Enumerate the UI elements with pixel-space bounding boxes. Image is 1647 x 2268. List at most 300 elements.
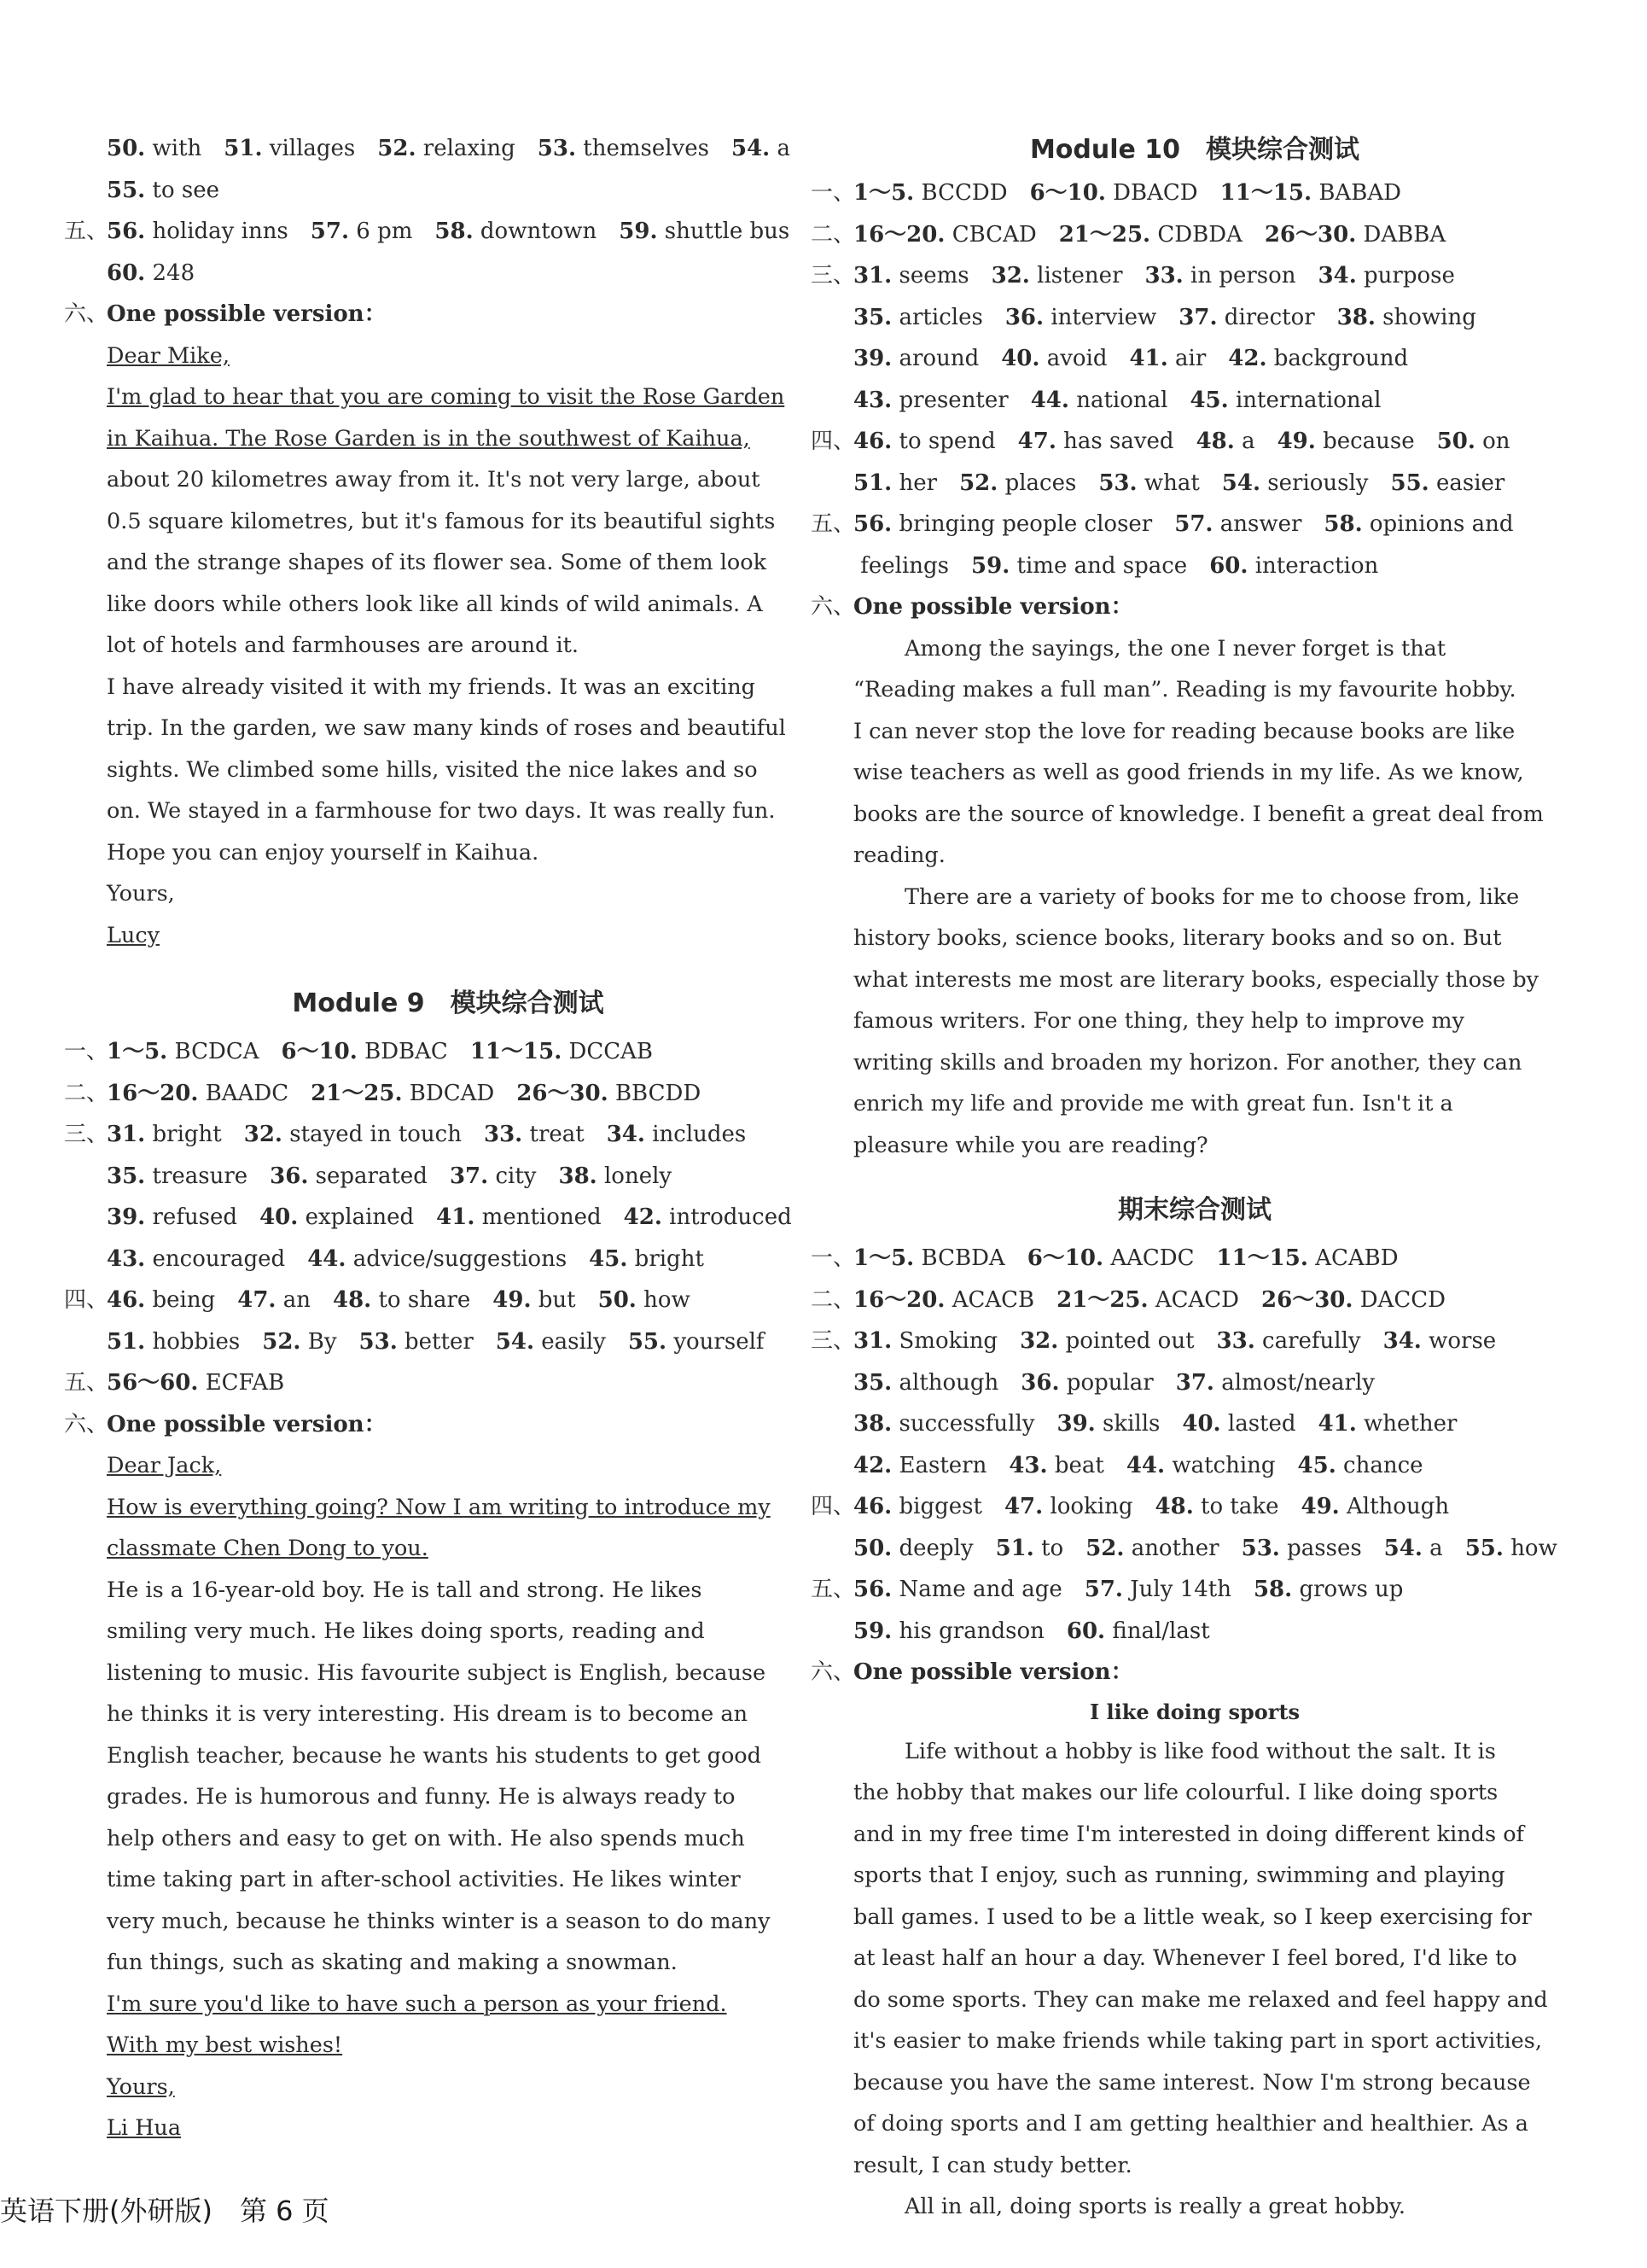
question-number: 31. bbox=[853, 1328, 893, 1354]
question-number: 11～15. bbox=[469, 1039, 562, 1064]
answer-text: deeply bbox=[899, 1535, 974, 1561]
right-column bbox=[811, 128, 1557, 2228]
answer-text: although bbox=[899, 1369, 999, 1396]
question-number: 38. bbox=[853, 1411, 893, 1437]
question-number: 54. bbox=[730, 136, 771, 161]
question-number: 48. bbox=[1155, 1494, 1194, 1519]
answer-text: CDBDA bbox=[1157, 221, 1243, 248]
m8-sample-letter bbox=[107, 335, 789, 957]
text-line bbox=[107, 501, 789, 543]
text-line bbox=[853, 835, 1536, 877]
text-line bbox=[107, 418, 789, 460]
answer-text: bringing people closer bbox=[899, 511, 1153, 537]
text-content: Yours, bbox=[107, 881, 175, 907]
question-number: 58. bbox=[1253, 1577, 1293, 1602]
answer-line bbox=[853, 1403, 1536, 1445]
text-line bbox=[853, 2020, 1542, 2062]
text-content: listening to music. His favourite subject is English, because bbox=[107, 1659, 766, 1686]
question-number: 16～20. bbox=[107, 1080, 199, 1106]
question-number: 31. bbox=[107, 1122, 146, 1147]
answer-text: whether bbox=[1364, 1411, 1458, 1437]
text-line bbox=[853, 2186, 1536, 2228]
question-number: 35. bbox=[853, 1369, 893, 1396]
text-line bbox=[107, 915, 789, 957]
question-number: 51. bbox=[995, 1535, 1034, 1561]
answer-text: showing bbox=[1382, 304, 1476, 330]
question-number: 50. bbox=[107, 136, 146, 161]
answer-line: 一、1～5. BCCDD 6～10. DBACD 11～15. BABAD bbox=[811, 180, 1401, 206]
text-line bbox=[107, 1818, 789, 1860]
question-number: 60. bbox=[1209, 552, 1248, 579]
text-line bbox=[853, 752, 1536, 794]
text-content: wise teachers as well as good friends in my life. As we know, bbox=[853, 760, 1524, 785]
text-content: 0.5 square kilometres, but it's famous for its beautiful sights bbox=[107, 508, 776, 534]
text-content: it's easier to make friends while taking part in sport activities, bbox=[853, 2028, 1542, 2054]
text-content: enrich my life and provide me with great fun. Isn't it a bbox=[853, 1091, 1453, 1117]
text-content: at least half an hour a day. Whenever I feel bored, I'd like to bbox=[853, 1945, 1517, 1971]
question-number: 34. bbox=[1382, 1328, 1422, 1354]
answer-line: 四、46. biggest 47. looking 48. to take 49. Although bbox=[811, 1494, 1450, 1519]
answer-text: BDCAD bbox=[409, 1080, 495, 1106]
question-number: 42. bbox=[623, 1204, 662, 1230]
answer-text: purpose bbox=[1364, 263, 1455, 289]
text-line bbox=[853, 1083, 1536, 1125]
answer-text: bright bbox=[152, 1122, 222, 1147]
question-number: 39. bbox=[1056, 1411, 1096, 1437]
question-number: 52. bbox=[377, 136, 416, 161]
text-content: Among the sayings, the one I never forget is that bbox=[905, 635, 1446, 662]
answer-text: but bbox=[538, 1287, 576, 1313]
m9-sample-letter bbox=[107, 1445, 789, 2149]
text-content: I'm sure you'd like to have such a person as your friend. bbox=[107, 1991, 727, 2017]
question-number: 16～20. bbox=[853, 221, 946, 248]
answer-text: to see bbox=[152, 177, 219, 203]
answer-line bbox=[107, 1239, 789, 1280]
text-line bbox=[107, 1984, 789, 2026]
writing-label: One possible version： bbox=[107, 301, 387, 327]
answer-text: places bbox=[1004, 469, 1077, 496]
answer-text: Smoking bbox=[899, 1328, 998, 1354]
question-number: 21～25. bbox=[1056, 1286, 1149, 1313]
answer-line bbox=[853, 297, 1536, 339]
answer-text: almost/nearly bbox=[1221, 1369, 1375, 1396]
text-content: ball games. I used to be a little weak, so I keep exercising for bbox=[853, 1904, 1532, 1930]
question-number: 40. bbox=[1182, 1411, 1221, 1437]
question-number: 56. bbox=[853, 511, 893, 537]
answer-text: includes bbox=[652, 1122, 747, 1147]
answer-line: 五、56～60. ECFAB bbox=[64, 1370, 285, 1396]
answer-text: seriously bbox=[1267, 469, 1369, 496]
text-content: books are the source of knowledge. I benefit a great deal from bbox=[853, 801, 1544, 827]
question-number: 32. bbox=[991, 263, 1030, 289]
answer-text: ECFAB bbox=[205, 1370, 285, 1396]
question-number: 35. bbox=[107, 1163, 146, 1189]
text-content: There are a variety of books for me to choose from, like bbox=[905, 883, 1520, 910]
question-number: 16～20. bbox=[853, 1286, 946, 1313]
answer-line: 三、31. Smoking 32. pointed out 33. carefully 34. worse bbox=[811, 1328, 1497, 1354]
answer-text: carefully bbox=[1262, 1328, 1361, 1354]
answer-text: DCCAB bbox=[568, 1039, 654, 1064]
text-line bbox=[107, 832, 789, 874]
answer-text: themselves bbox=[583, 136, 709, 161]
text-content: sights. We climbed some hills, visited the nice lakes and so bbox=[107, 756, 758, 783]
answer-text: advice/suggestions bbox=[352, 1245, 567, 1272]
question-number: 36. bbox=[270, 1163, 309, 1189]
answer-text: interaction bbox=[1254, 552, 1379, 579]
answer-line bbox=[853, 1528, 1557, 1570]
answer-text: how bbox=[1510, 1535, 1557, 1561]
question-number: 21～25. bbox=[1058, 221, 1151, 248]
question-number: 44. bbox=[1126, 1452, 1166, 1478]
text-line bbox=[107, 1901, 789, 1943]
question-number: 59. bbox=[619, 219, 658, 244]
answer-text: national bbox=[1076, 387, 1168, 413]
text-line bbox=[107, 708, 789, 749]
answer-text: feelings bbox=[860, 552, 950, 579]
answer-text: to spend bbox=[899, 429, 996, 454]
answer-text: interview bbox=[1050, 304, 1157, 330]
question-number: 49. bbox=[1277, 429, 1316, 454]
text-content: the hobby that makes our life colourful. I like doing sports bbox=[853, 1780, 1499, 1805]
answer-text: worse bbox=[1429, 1328, 1497, 1354]
answer-text: yourself bbox=[673, 1328, 765, 1355]
question-number: 32. bbox=[1020, 1328, 1059, 1354]
answer-line bbox=[853, 1611, 1536, 1653]
question-number: 21～25. bbox=[311, 1080, 403, 1106]
text-content: lot of hotels and farmhouses are around it. bbox=[107, 633, 579, 658]
question-number: 56. bbox=[107, 219, 146, 244]
text-content: because you have the same interest. Now I'm strong because bbox=[853, 2069, 1531, 2096]
answer-line bbox=[107, 253, 789, 294]
answer-text: DACCD bbox=[1359, 1286, 1446, 1313]
answer-text: beat bbox=[1054, 1452, 1104, 1478]
text-line bbox=[107, 584, 789, 626]
text-line bbox=[853, 959, 1539, 1001]
question-number: 46. bbox=[853, 1494, 893, 1519]
question-number: 11～15. bbox=[1219, 180, 1312, 206]
question-number: 39. bbox=[853, 346, 893, 371]
question-number: 54. bbox=[495, 1328, 535, 1355]
answer-line: 一、1～5. BCBDA 6～10. AACDC 11～15. ACABD bbox=[811, 1245, 1399, 1271]
answer-text: watching bbox=[1172, 1452, 1276, 1478]
question-number: 56～60. bbox=[107, 1370, 199, 1396]
text-line bbox=[853, 1814, 1536, 1856]
question-number: 59. bbox=[971, 552, 1010, 579]
answer-text: a bbox=[1429, 1535, 1443, 1561]
answer-text: time and space bbox=[1016, 552, 1188, 579]
answer-text: skills bbox=[1102, 1411, 1161, 1437]
text-line bbox=[107, 1694, 789, 1735]
text-line bbox=[107, 749, 789, 791]
question-number: 56. bbox=[853, 1577, 893, 1602]
answer-text: hobbies bbox=[152, 1328, 241, 1355]
m10-sample-essay bbox=[853, 628, 1544, 1167]
text-content: about 20 kilometres away from it. It's not very large, about bbox=[107, 467, 760, 493]
answer-text: ACACB bbox=[952, 1286, 1035, 1313]
final-essay-title: I like doing sports bbox=[1089, 1699, 1301, 1724]
answer-text: AACDC bbox=[1110, 1245, 1195, 1271]
text-content: fun things, such as skating and making a snowman. bbox=[107, 1950, 678, 1975]
answer-text: introduced bbox=[669, 1204, 792, 1230]
text-line bbox=[853, 2103, 1536, 2145]
writing-label: One possible version： bbox=[107, 1411, 387, 1437]
question-number: 51. bbox=[224, 136, 263, 161]
question-number: 53. bbox=[537, 136, 577, 161]
question-number: 45. bbox=[1190, 387, 1229, 413]
question-number: 46. bbox=[107, 1287, 146, 1313]
module9-title: Module 9 模块综合测试 bbox=[292, 988, 604, 1018]
answer-text: ACACD bbox=[1155, 1286, 1240, 1313]
text-content: classmate Chen Dong to you. bbox=[107, 1536, 428, 1561]
answer-text: around bbox=[899, 346, 980, 371]
question-number: 36. bbox=[1004, 304, 1045, 330]
text-line bbox=[853, 1897, 1536, 1939]
question-number: 38. bbox=[558, 1163, 597, 1189]
answer-text: to share bbox=[378, 1287, 471, 1313]
answer-text: BDBAC bbox=[364, 1039, 448, 1064]
text-content: result, I can study better. bbox=[853, 2152, 1132, 2178]
answer-text: 248 bbox=[152, 259, 195, 286]
text-line bbox=[107, 376, 789, 418]
question-number: 55. bbox=[1390, 469, 1429, 496]
text-line bbox=[107, 2067, 789, 2108]
question-number: 35. bbox=[853, 304, 893, 330]
text-content: Hope you can enjoy yourself in Kaihua. bbox=[107, 839, 539, 866]
answer-text: popular bbox=[1066, 1369, 1154, 1396]
question-number: 26～30. bbox=[1264, 221, 1357, 248]
text-line bbox=[107, 1611, 789, 1653]
module8-answers-tail bbox=[64, 128, 790, 294]
m9-writing-heading: 六、One possible version： bbox=[64, 1411, 387, 1437]
question-number: 34. bbox=[606, 1122, 645, 1147]
text-line bbox=[107, 542, 789, 584]
question-number: 6～10. bbox=[1029, 180, 1106, 206]
text-content: All in all, doing sports is really a great hobby. bbox=[905, 2194, 1405, 2219]
answer-text: stayed in touch bbox=[289, 1122, 462, 1147]
question-number: 60. bbox=[107, 259, 146, 286]
text-content: he thinks it is very interesting. His dream is to become an bbox=[107, 1701, 748, 1727]
text-line bbox=[853, 918, 1536, 959]
question-number: 41. bbox=[436, 1204, 475, 1230]
question-number: 50. bbox=[597, 1287, 637, 1313]
question-number: 33. bbox=[484, 1122, 523, 1147]
question-number: 54. bbox=[1221, 469, 1261, 496]
question-number: 37. bbox=[1175, 1369, 1214, 1396]
question-number: 52. bbox=[959, 469, 998, 496]
question-number: 52. bbox=[1085, 1535, 1125, 1561]
answer-line bbox=[107, 1321, 789, 1363]
text-content: smiling very much. He likes doing sports, reading and bbox=[107, 1618, 705, 1644]
text-content: and in my free time I'm interested in doing different kinds of bbox=[853, 1821, 1524, 1847]
text-content: writing skills and broaden my horizon. For another, they can bbox=[853, 1049, 1522, 1076]
answer-text: BCBDA bbox=[921, 1245, 1005, 1271]
answer-text: chance bbox=[1343, 1452, 1423, 1478]
answer-text: Eastern bbox=[899, 1452, 987, 1478]
answer-text: answer bbox=[1219, 511, 1302, 537]
module10-title: Module 10 模块综合测试 bbox=[1029, 135, 1360, 165]
question-number: 46. bbox=[853, 429, 893, 454]
answer-text: another bbox=[1131, 1535, 1219, 1561]
answer-line bbox=[107, 1156, 789, 1198]
answer-text: with bbox=[152, 136, 202, 161]
answer-text: director bbox=[1224, 304, 1315, 330]
answer-text: being bbox=[152, 1287, 216, 1313]
writing-label: One possible version： bbox=[853, 1659, 1133, 1685]
answer-text: downtown bbox=[480, 219, 597, 244]
answer-text: easily bbox=[541, 1328, 606, 1355]
text-line bbox=[853, 794, 1544, 836]
answer-text: encouraged bbox=[152, 1245, 286, 1272]
question-number: 43. bbox=[1009, 1452, 1048, 1478]
m10-writing-heading: 六、One possible version： bbox=[811, 594, 1133, 620]
text-line bbox=[107, 1570, 789, 1612]
answer-text: Name and age bbox=[899, 1577, 1062, 1602]
question-number: 50. bbox=[1436, 429, 1475, 454]
answer-text: on bbox=[1482, 429, 1510, 454]
answer-text: city bbox=[495, 1163, 537, 1189]
text-content: history books, science books, literary books and so on. But bbox=[853, 925, 1502, 951]
question-number: 32. bbox=[243, 1122, 282, 1147]
question-number: 43. bbox=[107, 1245, 146, 1272]
answer-text: shuttle bus bbox=[664, 219, 790, 244]
answer-line: 四、46. being 47. an 48. to share 49. but 50. how bbox=[64, 1287, 690, 1313]
text-content: I have already visited it with my friends. It was an exciting bbox=[107, 673, 755, 700]
question-number: 37. bbox=[449, 1163, 489, 1189]
text-line bbox=[107, 1776, 789, 1818]
question-number: 6～10. bbox=[1027, 1245, 1104, 1271]
answer-text: BBCDD bbox=[614, 1080, 701, 1106]
answer-text: DABBA bbox=[1363, 221, 1446, 248]
question-number: 31. bbox=[853, 263, 893, 289]
question-number: 53. bbox=[1098, 469, 1138, 496]
answer-text: opinions and bbox=[1369, 511, 1514, 537]
text-line bbox=[107, 790, 789, 832]
answer-text: to take bbox=[1201, 1494, 1279, 1519]
question-number: 51. bbox=[853, 469, 893, 496]
text-line bbox=[107, 667, 789, 708]
answer-text: relaxing bbox=[422, 136, 515, 161]
text-line bbox=[853, 1042, 1536, 1084]
answer-text: listener bbox=[1037, 263, 1123, 289]
question-number: 6～10. bbox=[281, 1039, 358, 1064]
question-number: 41. bbox=[1129, 346, 1168, 371]
answer-text: looking bbox=[1050, 1494, 1133, 1519]
answer-text: presenter bbox=[899, 387, 1009, 413]
writing-label: One possible version： bbox=[853, 594, 1133, 620]
answer-text: a bbox=[1242, 429, 1255, 454]
question-number: 38. bbox=[1336, 304, 1376, 330]
page-footer: 英语下册(外研版) 第 6 页 bbox=[0, 2195, 329, 2227]
answer-text: how bbox=[643, 1287, 690, 1313]
question-number: 54. bbox=[1383, 1535, 1423, 1561]
text-content: do some sports. They can make me relaxed and feel happy and bbox=[853, 1986, 1548, 2013]
answer-text: holiday inns bbox=[152, 219, 288, 244]
question-number: 41. bbox=[1318, 1411, 1357, 1437]
answer-text: By bbox=[307, 1328, 337, 1355]
answer-text: better bbox=[404, 1328, 474, 1355]
question-number: 47. bbox=[1004, 1494, 1044, 1519]
question-number: 53. bbox=[1241, 1535, 1280, 1561]
text-content: famous writers. For one thing, they help to improve my bbox=[853, 1008, 1464, 1034]
answer-line: 二、16～20. ACACB 21～25. ACACD 26～30. DACCD bbox=[811, 1286, 1446, 1313]
text-content: Dear Jack, bbox=[107, 1453, 222, 1478]
text-line bbox=[107, 459, 789, 501]
question-number: 51. bbox=[107, 1328, 146, 1355]
question-number: 55. bbox=[627, 1328, 667, 1355]
text-content: like doors while others look like all kinds of wild animals. A bbox=[107, 591, 763, 617]
answer-text: separated bbox=[315, 1163, 428, 1189]
answer-text: her bbox=[899, 469, 938, 496]
question-number: 36. bbox=[1021, 1369, 1060, 1396]
answer-line bbox=[107, 128, 789, 170]
question-number: 26～30. bbox=[516, 1080, 608, 1106]
final-test-answers bbox=[811, 1238, 1557, 1652]
answer-text: easier bbox=[1436, 469, 1505, 496]
question-number: 55. bbox=[107, 177, 146, 203]
answer-line bbox=[853, 1362, 1536, 1404]
question-number: 47. bbox=[1017, 429, 1056, 454]
text-content: what interests me most are literary books, especially those by bbox=[853, 966, 1539, 993]
question-number: 57. bbox=[1174, 511, 1213, 537]
text-content: Li Hua bbox=[107, 2115, 182, 2141]
text-content: pleasure while you are reading? bbox=[853, 1132, 1208, 1158]
answer-text: treasure bbox=[152, 1163, 248, 1189]
answer-text: DBACD bbox=[1113, 180, 1198, 206]
answer-text: biggest bbox=[899, 1494, 982, 1519]
answer-text: to bbox=[1041, 1535, 1064, 1561]
question-number: 59. bbox=[853, 1618, 893, 1644]
question-number: 1～5. bbox=[853, 180, 915, 206]
question-number: 58. bbox=[434, 219, 474, 244]
text-content: time taking part in after-school activities. He likes winter bbox=[107, 1867, 741, 1892]
answer-text: bright bbox=[634, 1245, 704, 1272]
text-content: of doing sports and I am getting healthier and healthier. As a bbox=[853, 2111, 1528, 2137]
question-number: 44. bbox=[1030, 387, 1069, 413]
answer-line: 五、56. Name and age 57. July 14th 58. grows up bbox=[811, 1577, 1404, 1602]
answer-text: ACABD bbox=[1315, 1245, 1399, 1271]
answer-line bbox=[853, 545, 1536, 587]
text-line bbox=[853, 2062, 1536, 2104]
final-sample-essay bbox=[853, 1731, 1548, 2228]
question-number: 33. bbox=[1144, 263, 1184, 289]
answer-text: BAADC bbox=[205, 1080, 289, 1106]
text-content: How is everything going? Now I am writing to introduce my bbox=[107, 1494, 771, 1520]
answer-text: BCDCA bbox=[174, 1039, 259, 1064]
answer-line: 二、16～20. CBCAD 21～25. CDBDA 26～30. DABBA bbox=[811, 221, 1446, 248]
text-content: on. We stayed in a farmhouse for two days. It was really fun. bbox=[107, 798, 776, 824]
question-number: 47. bbox=[237, 1287, 276, 1313]
text-content: Yours, bbox=[107, 2073, 175, 2100]
m8-writing-heading: 六、One possible version： bbox=[64, 301, 387, 327]
question-number: 53. bbox=[358, 1328, 398, 1355]
text-line bbox=[853, 711, 1536, 753]
answer-line bbox=[107, 170, 789, 212]
text-line bbox=[107, 1859, 789, 1901]
answer-line: 三、31. bright 32. stayed in touch 33. treat 34. includes bbox=[64, 1122, 747, 1147]
question-number: 26～30. bbox=[1261, 1286, 1353, 1313]
answer-text: 6 pm bbox=[356, 219, 413, 244]
text-line bbox=[853, 1855, 1536, 1897]
answer-line: 二、16～20. BAADC 21～25. BDCAD 26～30. BBCDD bbox=[64, 1080, 701, 1106]
text-line bbox=[107, 625, 789, 667]
question-number: 45. bbox=[589, 1245, 628, 1272]
answer-text: lonely bbox=[603, 1163, 672, 1189]
text-content: and the strange shapes of its flower sea. Some of them look bbox=[107, 550, 767, 575]
question-number: 44. bbox=[307, 1245, 346, 1272]
answer-text: lasted bbox=[1227, 1411, 1296, 1437]
answer-text: Although bbox=[1347, 1494, 1450, 1519]
question-number: 43. bbox=[853, 387, 893, 413]
